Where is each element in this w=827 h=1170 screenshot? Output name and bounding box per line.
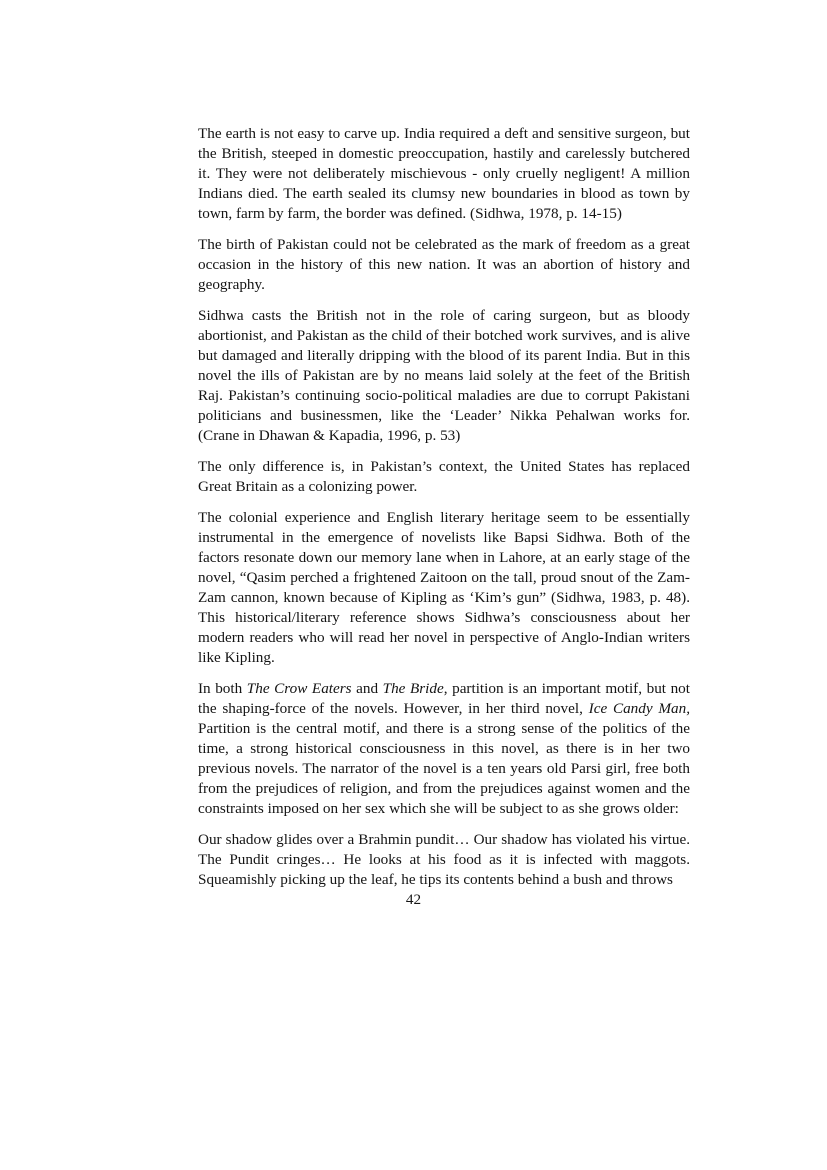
book-title: The Bride bbox=[382, 680, 444, 697]
text-segment: , partition is an important motif, but not the shaping-force of the novels. However, in her third novel, bbox=[198, 680, 690, 717]
paragraph-partition-motif bbox=[198, 679, 690, 819]
book-title: Ice Candy Man, bbox=[588, 700, 690, 717]
text-segment: Partition is the central motif, and there is a strong sense of the politics of the time, a strong historical consciousness in this novel, as there is in her two previous novels. The narrator of the novel is a ten years old Parsi girl, free both from the prejudices of religion, and from the prejudices against women and the constraints imposed on her sex which she will be subject to as she grows older: bbox=[198, 720, 690, 817]
text-segment: The colonial experience and English literary heritage seem to be essentially instrumental in the emergence of novelists like Bapsi Sidhwa. Both of the factors resonate down our memory lane when in Lahore, at an early stage of the novel, “Qasim perched a frightened Zaitoon on the tall, proud snout of the Zam-Zam cannon, known because of Kipling as ‘Kim’s gun” (Sidhwa, 1983, p. 48). This historical/literary reference shows Sidhwa’s consciousness about her modern readers who will read her novel in perspective of Anglo-Indian writers like Kipling. bbox=[198, 509, 690, 666]
body-text bbox=[198, 124, 690, 890]
text-segment: The only difference is, in Pakistan’s context, the United States has replaced Great Britain as a colonizing power. bbox=[198, 458, 690, 495]
paragraph-birth-of-pakistan bbox=[198, 235, 690, 295]
block-quote-brahmin-pundit bbox=[198, 830, 690, 890]
text-segment: In both bbox=[198, 680, 247, 697]
block-quote-sidhwa-1978 bbox=[198, 124, 690, 224]
paragraph-united-states bbox=[198, 457, 690, 497]
text-segment: The birth of Pakistan could not be celebrated as the mark of freedom as a great occasion in the history of this new nation. It was an abortion of history and geography. bbox=[198, 236, 690, 293]
paragraph-colonial-experience bbox=[198, 508, 690, 668]
text-segment: The earth is not easy to carve up. India required a deft and sensitive surgeon, but the British, steeped in domestic preoccupation, hastily and carelessly butchered it. They were not deliberately mischievous - only cruelly negligent! A million Indians died. The earth sealed its clumsy new boundaries in blood as town by town, farm by farm, the border was defined. (Sidhwa, 1978, p. 14-15) bbox=[198, 125, 690, 222]
text-segment: Our shadow glides over a Brahmin pundit… Our shadow has violated his virtue. The Pundit cringes… He looks at his food as it is infected with maggots. Squeamishly picking up the leaf, he tips its contents behind a bush and throws bbox=[198, 831, 690, 888]
block-quote-crane bbox=[198, 306, 690, 446]
page-number: 42 bbox=[405, 891, 422, 908]
book-title: The Crow Eaters bbox=[246, 680, 352, 697]
text-segment: Sidhwa casts the British not in the role of caring surgeon, but as bloody abortionist, and Pakistan as the child of their botched work survives, and is alive but damaged and literally dripping with the blood of its parent India. But in this novel the ills of Pakistan are by no means laid solely at the feet of the British Raj. Pakistan’s continuing socio-political maladies are due to corrupt Pakistani politicians and businessmen, like the ‘Leader’ Nikka Pehalwan works for. (Crane in Dhawan & Kapadia, 1996, p. 53) bbox=[198, 307, 690, 444]
text-segment: and bbox=[351, 680, 383, 697]
